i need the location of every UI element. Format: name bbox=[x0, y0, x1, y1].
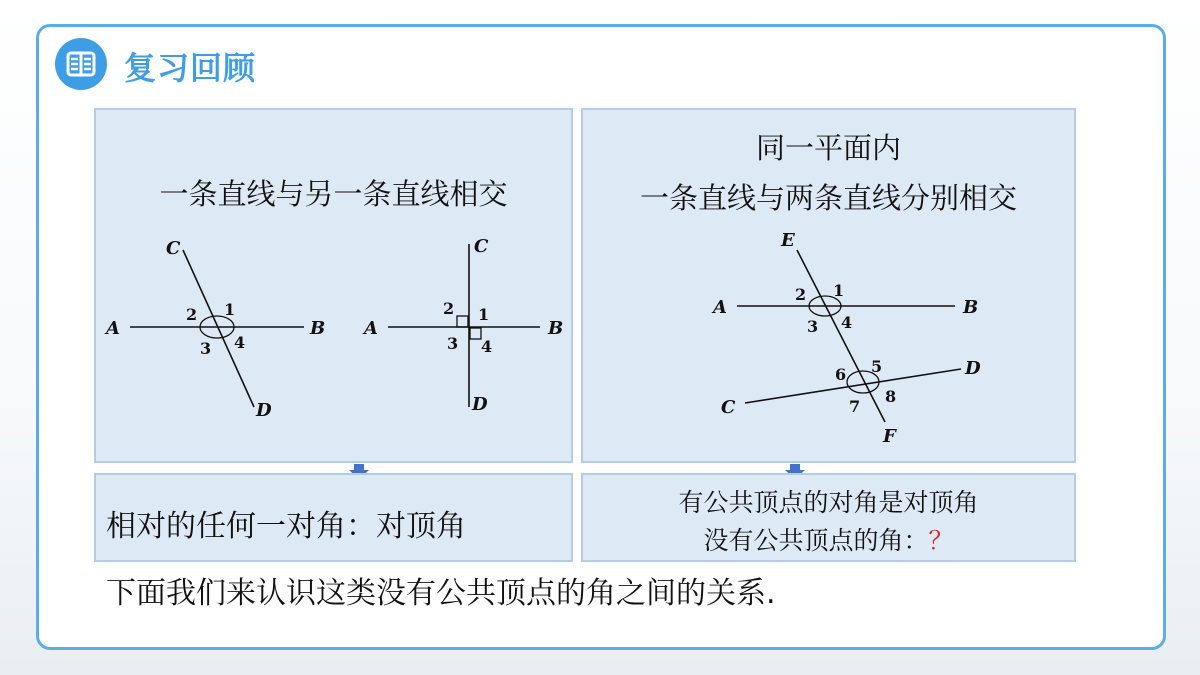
left-conclusion-panel bbox=[94, 473, 573, 562]
fig1-label-b: B bbox=[310, 318, 326, 339]
fig2-angle-1: 1 bbox=[478, 305, 490, 324]
left-figure-panel bbox=[94, 108, 573, 463]
label-f: F bbox=[883, 426, 896, 447]
right-conclusion-line2 bbox=[583, 521, 1074, 557]
angle-5: 5 bbox=[871, 357, 883, 376]
right-heading-line2: 一条直线与两条直线分别相交 bbox=[639, 181, 1017, 215]
fig1-angle-2: 2 bbox=[186, 305, 198, 324]
fig1-angle-1: 1 bbox=[224, 300, 236, 319]
right-figure-panel bbox=[581, 108, 1076, 463]
figure-perpendicular-intersection bbox=[362, 236, 563, 415]
fig2-label-b: B bbox=[548, 318, 564, 339]
fig1-angle-3: 3 bbox=[200, 339, 212, 358]
fig2-angle-3: 3 bbox=[447, 334, 459, 353]
fig2-angle-4: 4 bbox=[481, 337, 493, 356]
angle-4: 4 bbox=[841, 313, 853, 332]
fig1-label-c: C bbox=[166, 238, 181, 259]
label-d: D bbox=[965, 358, 981, 379]
right-conclusion-line1: 有公共顶点的对角是对顶角 bbox=[678, 488, 979, 517]
left-conclusion-text: 相对的任何一对角：对顶角 bbox=[106, 509, 466, 544]
right-conclusion-panel bbox=[581, 473, 1076, 562]
left-heading: 一条直线与另一条直线相交 bbox=[159, 177, 508, 211]
angle-3: 3 bbox=[807, 317, 819, 336]
fig2-label-d: D bbox=[472, 394, 488, 415]
angle-2: 2 bbox=[795, 285, 807, 304]
question-mark: ？ bbox=[928, 526, 954, 555]
transversal-figure bbox=[583, 110, 1074, 461]
fig2-label-c: C bbox=[474, 236, 489, 257]
fig2-label-a: A bbox=[364, 318, 378, 339]
label-e: E bbox=[781, 230, 795, 251]
angle-1: 1 bbox=[833, 281, 845, 300]
angle-6: 6 bbox=[835, 365, 847, 384]
fig1-label-a: A bbox=[106, 318, 120, 339]
intersecting-lines-figures bbox=[96, 110, 571, 461]
fig1-label-d: D bbox=[256, 400, 272, 421]
figure-oblique-intersection bbox=[104, 238, 325, 421]
fig1-angle-4: 4 bbox=[234, 333, 246, 352]
right-heading-line1: 同一平面内 bbox=[755, 131, 901, 165]
label-c: C bbox=[721, 397, 736, 418]
label-b: B bbox=[963, 297, 979, 318]
footer-text: 下面我们来认识这类没有公共顶点的角之间的关系. bbox=[106, 576, 776, 611]
label-a: A bbox=[713, 297, 727, 318]
angle-8: 8 bbox=[885, 387, 897, 406]
angle-7: 7 bbox=[849, 397, 861, 416]
page-title: 复习回顾 bbox=[124, 49, 257, 87]
list-icon bbox=[55, 38, 107, 90]
fig2-angle-2: 2 bbox=[443, 299, 455, 318]
right-conclusion-line2-text: 没有公共顶点的角： bbox=[703, 526, 929, 555]
